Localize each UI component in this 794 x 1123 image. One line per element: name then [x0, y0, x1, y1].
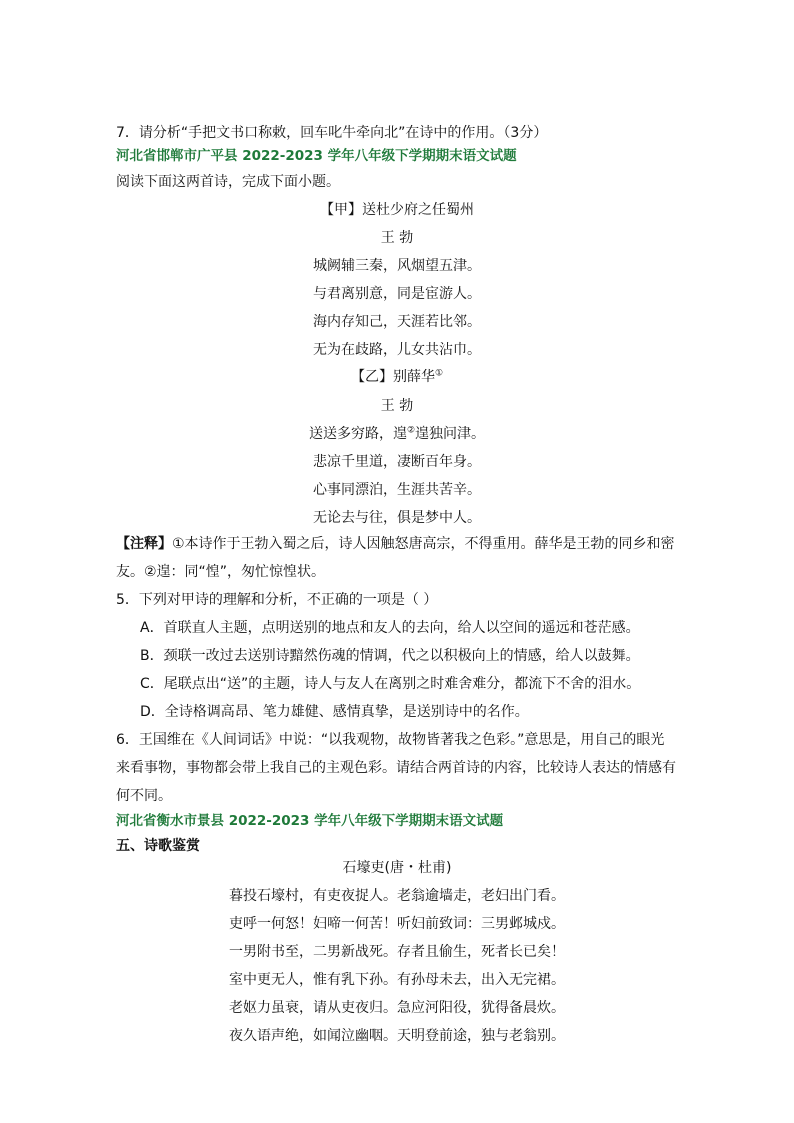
section-heading: 五、诗歌鉴赏	[116, 838, 200, 854]
poem-yi-author: 王 勃	[380, 398, 414, 414]
poem-3-title: 石壕吏(唐・杜甫)	[342, 860, 452, 876]
poem-line: 夜久语声绝，如闻泣幽咽。天明登前途，独与老翁别。	[229, 1028, 565, 1044]
poem-line: 城阙辅三秦，风烟望五津。	[313, 258, 481, 274]
option-d: D．全诗格调高昂、笔力雄健、感情真挚，是送别诗中的名作。	[140, 704, 529, 720]
option-c: C．尾联点出“送”的主题，诗人与友人在离别之时难舍难分，都流下不舍的泪水。	[140, 676, 641, 692]
poem-line: 无为在歧路，儿女共沾巾。	[313, 342, 481, 358]
poem-line: 与君离别意，同是宦游人。	[313, 286, 481, 302]
poem-jia-author: 王 勃	[380, 230, 414, 246]
poem-line: 老妪力虽衰，请从吏夜归。急应河阳役，犹得备晨炊。	[229, 1000, 565, 1016]
poem-line	[0, 424, 794, 444]
poem-line: 海内存知己，天涯若比邻。	[313, 314, 481, 330]
poem-jia-title: 【甲】送杜少府之任蜀州	[320, 202, 474, 218]
poem-line: 悲凉千里道，凄断百年身。	[313, 454, 481, 470]
poem-line-part: 送送多穷路，遑	[308, 426, 407, 442]
option-a: A．首联直人主题，点明送别的地点和友人的去向，给人以空间的遥远和苍茫感。	[140, 620, 640, 636]
source-label: 河北省衡水市景县 2022-2023 学年八年级下学期期末语文试题	[116, 813, 504, 829]
poem-line: 无论去与往，俱是梦中人。	[313, 510, 481, 526]
poem-yi-title-text: 【乙】别薛华	[350, 369, 435, 385]
annotation	[0, 534, 794, 554]
question-6-cont: 来看事物，事物都会带上我自己的主观色彩。请结合两首诗的内容，比较诗人表达的情感有	[116, 760, 676, 776]
question-6-cont: 何不同。	[116, 788, 172, 804]
poem-line: 一男附书至，二男新战死。存者且偷生，死者长已矣！	[229, 944, 565, 960]
footnote-mark: ②	[406, 425, 416, 436]
annotation-cont: 友。②遑：同“惶”，匆忙惊惶状。	[116, 564, 326, 580]
option-b: B．颈联一改过去送别诗黯然伤魂的情调，代之以积极向上的情感，给人以鼓舞。	[140, 648, 640, 664]
poem-line: 暮投石壕村，有吏夜捉人。老翁逾墙走，老妇出门看。	[229, 888, 565, 904]
annotation-tag: 【注释】	[116, 536, 172, 552]
poem-line: 室中更无人，惟有乳下孙。有孙母未去，出入无完裙。	[229, 972, 565, 988]
annotation-text: ①本诗作于王勃入蜀之后，诗人因触怒唐高宗，不得重用。薛华是王勃的同乡和密	[172, 536, 675, 552]
footnote-mark: ①	[434, 368, 444, 379]
poem-line: 心事同漂泊，生涯共苦辛。	[313, 482, 481, 498]
question-7: 7．请分析“手把文书口称敕，回车叱牛牵向北”在诗中的作用。（3分）	[116, 125, 548, 141]
reading-intro: 阅读下面这两首诗，完成下面小题。	[116, 174, 340, 190]
source-label: 河北省邯郸市广平县 2022-2023 学年八年级下学期期末语文试题	[116, 148, 517, 164]
question-6: 6．王国维在《人间词话》中说：“以我观物，故物皆著我之色彩。”意思是，用自己的眼光	[116, 732, 665, 748]
poem-line-part: 遑独问津。	[415, 426, 486, 442]
question-5: 5．下列对甲诗的理解和分析，不正确的一项是（ ）	[116, 592, 438, 608]
poem-line: 吏呼一何怒！妇啼一何苦！听妇前致词：三男邺城戍。	[229, 916, 565, 932]
poem-yi-title	[0, 367, 794, 387]
